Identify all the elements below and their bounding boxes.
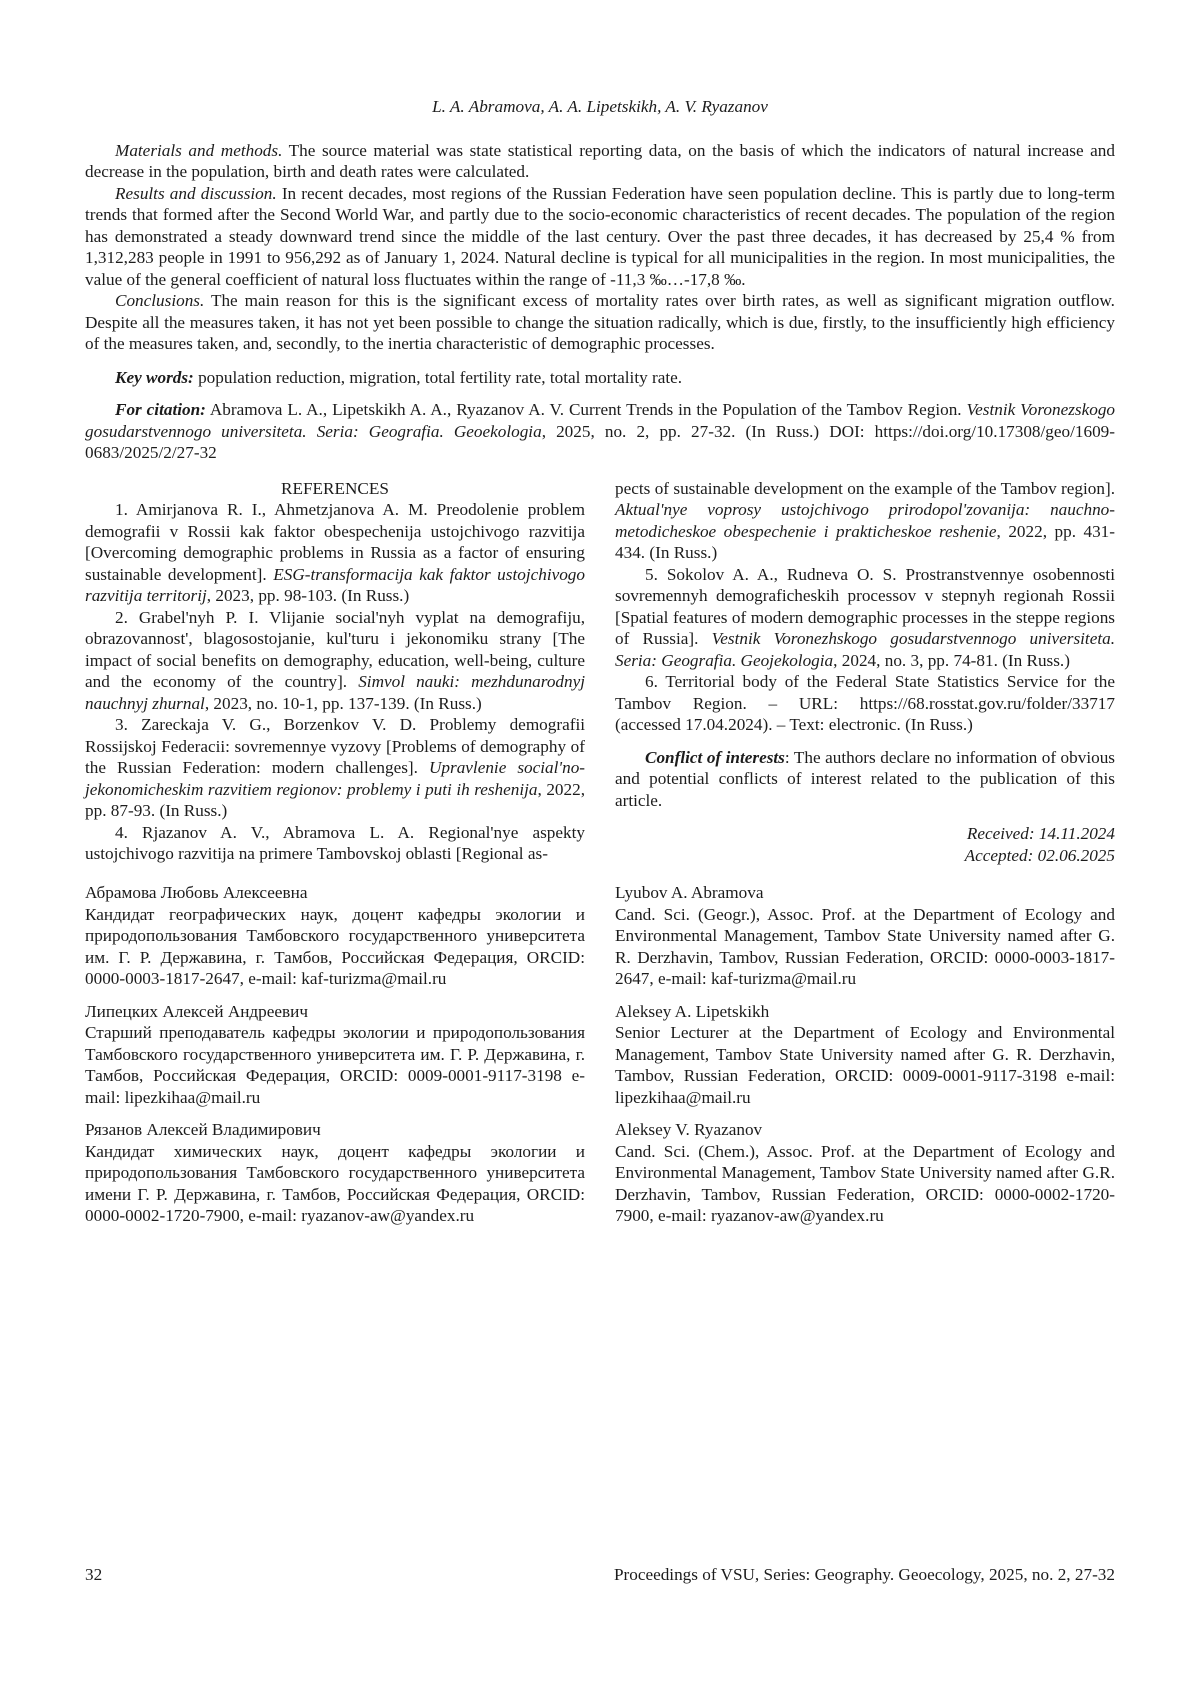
author-bios-english-column xyxy=(615,882,1115,1238)
citation-tail: , 2025, no. 2, pp. 27-32. (In Russ.) DOI: https://doi.org/10.17308/geo/1609-0683/2025/2/27-32 xyxy=(85,421,1115,462)
bio-en-ryazanov-text: Cand. Sci. (Chem.), Assoc. Prof. at the Department of Ecology and Environmental Management, Tambov State University named after G.R. Derzhavin, Tambov, Russian Federation, ORCID: 0000-0002-1720-7900, e-mail: ryazanov-aw@yandex.ru xyxy=(615,1141,1115,1225)
materials-lead: Materials and methods. xyxy=(115,140,283,160)
references-section xyxy=(85,478,1115,867)
reference-3-text: 3. Zareckaja V. G., Borzenkov V. D. Problemy demografii Rossijskoj Federacii: sovremennye vyzovy [Problems of demography of the Russian Federation: modern challenges]. xyxy=(85,715,585,777)
references-left-column xyxy=(85,478,585,867)
results-text: In recent decades, most regions of the Russian Federation have seen population decline. This is partly due to long-term trends that formed after the Second World War, and partly due to the socio-economic characteristics of recent decades. The population of the region has demonstrated a steady downward trend since the middle of the last century. Over the past three decades, it has decreased by 25,4 % from 1,312,283 people in 1991 to 956,292 as of January 1, 2024. Natural decline is typical for all municipalities in the region. In most municipalities, the value of the general coefficient of natural loss fluctuates within the range of -11,3 ‰…-17,8 ‰. xyxy=(85,183,1115,289)
reference-item-2 xyxy=(85,607,585,715)
keywords-paragraph xyxy=(85,367,1115,389)
materials-text: The source material was state statistical reporting data, on the basis of which the indicators of natural increase and decrease in the population, birth and death rates were calculated. xyxy=(85,140,1115,181)
reference-4-text-continuation: pects of sustainable development on the example of the Tambov region]. xyxy=(615,478,1115,498)
running-head-authors: L. A. Abramova, A. A. Lipetskikh, A. V. Ryazanov xyxy=(432,97,768,116)
bio-ru-abramova-name: Абрамова Любовь Алексеевна xyxy=(85,883,308,902)
reference-3-tail: , 2022, pp. 87-93. (In Russ.) xyxy=(85,779,586,820)
bio-ru-ryazanov xyxy=(85,1119,585,1227)
bio-en-ryazanov-name: Aleksey V. Ryazanov xyxy=(615,1120,763,1139)
references-right-column xyxy=(615,478,1115,867)
reference-6-text: 6. Territorial body of the Federal State Statistics Service for the Tambov Region. – URL: https://68.rosstat.gov.ru/folder/33717 (accessed 17.04.2024). – Text: electronic. (In Russ.) xyxy=(615,672,1115,734)
bio-en-lipetskikh-name: Aleksey A. Lipetskikh xyxy=(615,1001,770,1021)
conclusions-text: The main reason for this is the significant excess of mortality rates over birth rates, as well as significant migration outflow. Despite all the measures taken, it has not yet been possible to change the situation radically, which is due, firstly, to the insufficiently high efficiency of the measures taken, and, secondly, to the inertia characteristic of demographic processes. xyxy=(85,291,1115,353)
reference-5-source: Vestnik Voronezhskogo gosudarstvennogo universiteta. Seria: Geografia. Geojekologia xyxy=(615,629,1115,670)
author-bios-russian-column xyxy=(85,882,585,1238)
bio-en-abramova-text: Cand. Sci. (Geogr.), Assoc. Prof. at the Department of Ecology and Environmental Management, Tambov State University named after G. R. Derzhavin, Tambov, Russian Federation, ORCID: 0000-0003-1817-2647, e-mail: kaf-turizma@mail.ru xyxy=(615,904,1115,988)
keywords-text: population reduction, migration, total fertility rate, total mortality rate. xyxy=(198,367,683,387)
results-lead: Results and discussion. xyxy=(115,183,277,203)
reference-1-source: ESG-transformacija kak faktor ustojchivogo razvitija territorij xyxy=(85,564,585,605)
reference-item-4-continuation xyxy=(615,478,1115,564)
conflict-of-interests-paragraph xyxy=(615,747,1115,812)
reference-2-tail: , 2023, no. 10-1, pp. 137-139. (In Russ.) xyxy=(204,693,482,713)
bio-ru-abramova xyxy=(85,882,585,990)
reference-2-text: 2. Grabel'nyh P. I. Vlijanie social'nyh vyplat na demografiju, obrazovannost', blagosostojanie, kul'turu i jekonomiku strany [The impact of social benefits on demography, education, well-being, culture and the economy of the country]. xyxy=(85,607,585,691)
reference-item-1 xyxy=(85,499,585,607)
bio-ru-lipetskikh-text: Старший преподаватель кафедры экологии и природопользования Тамбовского государственного университета им. Г. Р. Державина, г. Тамбов, Российская Федерация, ORCID: 0009-0001-9117-3198 e-mail: lipezkihaa@mail.ru xyxy=(85,1023,585,1107)
reference-3-source: Upravlenie social'no-jekonomicheskim razvitiem regionov: problemy i puti ih reshenija xyxy=(85,758,586,799)
bio-en-lipetskikh xyxy=(615,1001,1115,1109)
reference-item-6 xyxy=(615,671,1115,736)
reference-4-source: Aktual'nye voprosy ustojchivogo prirodopol'zovanija: nauchno-metodicheskoe obespechenie i prakticheskoe reshenie xyxy=(615,500,1115,541)
citation-text: Abramova L. A., Lipetskikh A. A., Ryazanov A. V. Current Trends in the Population of the Tambov Region. xyxy=(209,400,962,419)
for-citation-paragraph xyxy=(85,399,1115,464)
page-number: 32 xyxy=(85,1565,103,1584)
conflict-text: : The authors declare no information of obvious and potential conflicts of interest related to the publication of this article. xyxy=(615,747,1115,810)
reference-1-text: 1. Amirjanova R. I., Ahmetzjanova A. M. Preodolenie problem demografii v Rossii kak faktor obespechenija ustojchivogo razvitija [Overcoming demographic problems in Russia as a factor of ensuring sustainable development]. xyxy=(85,500,585,584)
reference-item-5 xyxy=(615,564,1115,672)
citation-lead: For citation: xyxy=(115,400,206,419)
bio-en-abramova-name: Lyubov A. Abramova xyxy=(615,883,764,902)
citation-journal-title: Vestnik Voronezskogo gosudarstvennogo universiteta. Seria: Geografia. Geoekologia xyxy=(85,400,1116,441)
reference-5-text: 5. Sokolov A. A., Rudneva O. S. Prostranstvennye osobennosti sovremennyh demograficheskih processov v stepnyh regionah Rossii [Spatial features of modern demographic processes in the steppe regions of Russia]. xyxy=(615,564,1115,648)
reference-2-source: Simvol nauki: mezhdunarodnyj nauchnyj zhurnal xyxy=(85,672,586,713)
accepted-date: Accepted: 02.06.2025 xyxy=(964,845,1115,865)
results-and-discussion-paragraph xyxy=(85,183,1115,291)
bio-ru-ryazanov-name: Рязанов Алексей Владимирович xyxy=(85,1120,321,1139)
reference-item-3 xyxy=(85,714,585,822)
conclusions-lead: Conclusions. xyxy=(115,291,205,310)
bio-en-lipetskikh-text: Senior Lecturer at the Department of Ecology and Environmental Management, Tambov State University named after G. R. Derzhavin, Tambov, Russian Federation, ORCID: 0009-0001-9117-3198 e-mail: lipezkihaa@mail.ru xyxy=(615,1023,1115,1107)
references-heading: REFERENCES xyxy=(281,478,389,498)
bio-ru-lipetskikh-name: Липецких Алексей Андреевич xyxy=(85,1001,308,1021)
conflict-lead: Conflict of interests xyxy=(645,747,785,767)
abstract-section xyxy=(85,140,1115,464)
bio-ru-ryazanov-text: Кандидат химических наук, доцент кафедры экологии и природопользования Тамбовского государственного университета имени Г. Р. Державина, г. Тамбов, Российская Федерация, ORCID: 0000-0002-1720-7900, e-mail: ryazanov-aw@yandex.ru xyxy=(85,1141,585,1225)
reference-4-text-start: 4. Rjazanov A. V., Abramova L. A. Regional'nye aspekty ustojchivogo razvitija na primere Tambovskoj oblasti [Regional as- xyxy=(85,822,585,863)
bio-en-abramova xyxy=(615,882,1115,990)
received-date: Received: 14.11.2024 xyxy=(966,824,1115,843)
reference-item-4-start xyxy=(85,822,585,865)
author-bios-section xyxy=(85,882,1115,1238)
page-footer xyxy=(85,1564,1115,1586)
keywords-lead: Key words: xyxy=(115,367,194,387)
bio-ru-lipetskikh xyxy=(85,1001,585,1109)
footer-journal-line: Proceedings of VSU, Series: Geography. Geoecology, 2025, no. 2, 27-32 xyxy=(613,1565,1115,1584)
materials-and-methods-paragraph xyxy=(85,140,1115,183)
bio-en-ryazanov xyxy=(615,1119,1115,1227)
reference-4-tail: , 2022, pp. 431-434. (In Russ.) xyxy=(615,521,1115,562)
reference-5-tail: , 2024, no. 3, pp. 74-81. (In Russ.) xyxy=(833,650,1070,670)
bio-ru-abramova-text: Кандидат географических наук, доцент кафедры экологии и природопользования Тамбовского государственного университета им. Г. Р. Державина, г. Тамбов, Российская Федерация, ORCID: 0000-0003-1817-2647, e-mail: kaf-turizma@mail.ru xyxy=(85,904,585,988)
conclusions-paragraph xyxy=(85,290,1115,355)
reference-1-tail: , 2023, pp. 98-103. (In Russ.) xyxy=(206,586,410,605)
